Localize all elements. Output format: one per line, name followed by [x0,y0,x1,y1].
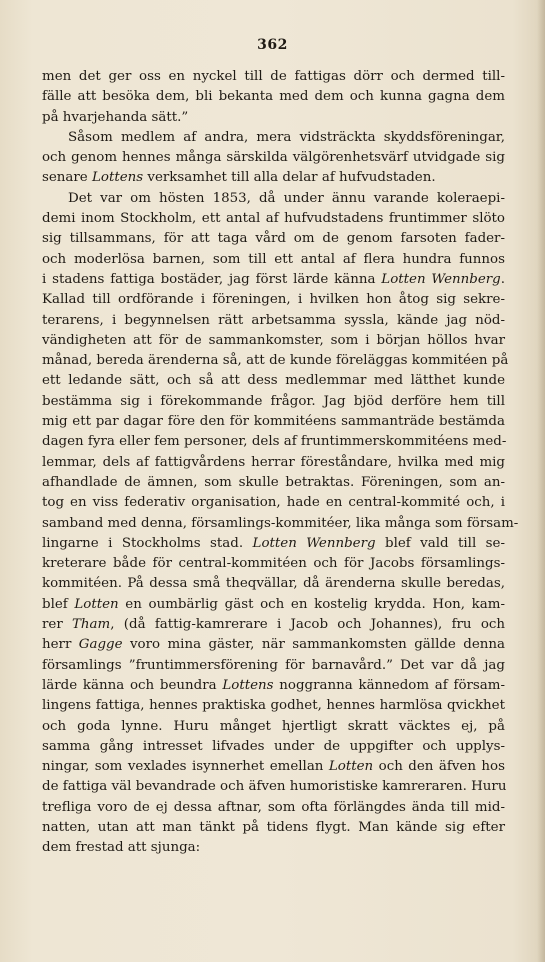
text-line [42,209,505,229]
text-line [42,554,505,574]
text-line [42,392,505,412]
text-segment: afhandlade de ämnen, som skulle betraktas. Föreningen, som an- [42,474,505,490]
text-segment: demi inom Stockholm, ett antal af hufvudstadens fruntimmer slöto [42,211,505,227]
text-segment: på hvarjehanda sätt.” [42,109,189,125]
text-line [42,311,505,331]
text-segment: en oumbärlig gäst och en kostelig krydda. Hon, kam- [118,596,505,612]
text-line [42,757,505,777]
text-segment: . [500,271,505,287]
text-segment: samma gång intresset lifvades under de uppgifter och upplys- [42,738,505,754]
text-segment: blef [42,596,75,612]
text-segment: bestämma sig i förekommande frågor. Jag bjöd derföre hem till [42,393,505,409]
text-segment: ett ledande sätt, och så att dess medlemmar med lätthet kunde [42,373,505,389]
text-line [42,514,519,534]
text-line [42,168,505,188]
text-segment: och goda lynne. Huru månget hjertligt skratt väcktes ej, på [42,718,505,734]
text-line [42,656,505,676]
text-segment: dem frestad att sjunga: [42,840,201,856]
text-segment: de fattiga väl bevandrade och äfven humoristiske kamreraren. Huru [42,779,507,795]
italic-name: Lottens [222,677,274,693]
text-segment: vändigheten att för de sammankomster, som i början höllos hvar [42,332,505,348]
text-line [42,229,505,249]
text-segment: sig tillsammans, för att taga vård om de genom farsoten fader- [42,231,505,247]
text-segment: och moderlösa barnen, som till ett antal af flera hundra funnos [42,251,505,267]
text-line [42,270,505,290]
text-line [42,351,509,371]
text-segment: trefliga voro de ej dessa aftnar, som ofta förlängdes ända till mid- [42,799,505,815]
text-line [42,371,505,391]
text-line [42,595,505,615]
text-segment: tog en viss federativ organisation, hade en central-kommité och, i [42,495,505,511]
text-segment: lemmar, dels af fattigvårdens herrar föreståndare, hvilka med mig [42,454,505,470]
text-line [42,696,505,716]
text-line [42,290,505,310]
text-segment: månad, bereda ärenderna så, att de kunde föreläggas kommitéen på [42,353,509,369]
text-line [42,331,505,351]
text-segment: mig ett par dagar före den för kommitéens sammanträde bestämda [42,414,505,430]
text-line [42,412,505,432]
text-line [42,128,505,148]
text-segment: verksamhet till alla delar af hufvudstaden. [143,170,436,186]
text-segment: , (då fattig-kamrerare i Jacob och Johannes), fru och [110,617,506,633]
italic-name: Lotten [74,596,119,612]
text-segment: lingens fattiga, hennes praktiska godhet, hennes harmlösa qvickhet [42,698,505,714]
italic-name: Gagge [78,637,123,653]
text-line [42,838,505,858]
page-edge-shadow [537,0,545,962]
text-line [42,676,505,696]
text-line [42,432,505,452]
text-line [42,777,505,797]
text-segment: noggranna kännedom af försam- [273,677,505,693]
text-segment: voro mina gäster, när sammankomsten gällde denna [122,637,505,653]
text-line [42,453,505,473]
italic-name: Lotten Wennberg [381,271,501,287]
page-number: 362 [257,37,288,53]
text-line [42,534,505,554]
text-line [42,473,505,493]
text-line [42,189,505,209]
text-line [42,737,505,757]
text-line [42,250,505,270]
text-line [42,635,505,655]
italic-name: Lottens [92,170,144,186]
text-segment: herr [42,637,79,653]
text-line [42,67,505,87]
text-segment: och den äfven hos [373,759,505,775]
italic-name: Tham [72,617,111,633]
text-segment: och genom hennes många särskilda välgörenhetsvärf utvidgade sig [42,150,505,166]
text-line [42,574,505,594]
text-line [42,818,505,838]
text-segment: kommitéen. På dessa små theqvällar, då ärenderna skulle beredas, [42,576,505,592]
text-segment: lärde känna och beundra [42,677,223,693]
text-segment: blef vald till se- [375,535,505,551]
text-segment: lingarne i Stockholms stad. [42,535,253,551]
text-line [42,87,505,107]
text-segment: församlings ”fruntimmersförening för barnavård.” Det var då jag [42,657,505,673]
text-line [42,493,505,513]
italic-name: Lotten Wennberg [252,535,376,551]
text-segment: natten, utan att man tänkt på tidens flygt. Man kände sig efter [42,819,505,835]
text-segment: rer [42,617,72,633]
text-segment: Såsom medlem af andra, mera vidsträckta skyddsföreningar, [68,129,505,145]
text-segment: terarens, i begynnelsen rätt arbetsamma syssla, kände jag nöd- [42,312,505,328]
text-line [42,717,505,737]
text-segment: senare [42,170,92,186]
italic-name: Lotten [328,759,374,775]
text-segment: ningar, som vexlades isynnerhet emellan [42,759,329,775]
text-line [42,615,505,635]
text-segment: samband med denna, församlings-kommitéer, lika många som försam- [42,515,519,531]
text-segment: Det var om hösten 1853, då under ännu varande koleraepi- [68,190,505,206]
text-segment: i stadens fattiga bostäder, jag först lärde känna [42,271,382,287]
text-segment: fälle att besöka dem, bli bekanta med dem och kunna gagna dem [42,89,505,105]
text-segment: men det ger oss en nyckel till de fattigas dörr och dermed till- [42,69,505,84]
text-segment: Kallad till ordförande i föreningen, i hvilken hon åtog sig sekre- [42,292,505,308]
body-text [42,67,519,859]
text-line [42,798,505,818]
text-line [42,108,505,128]
text-line [42,148,505,168]
text-segment: kreterare både för central-kommitéen och för Jacobs församlings- [42,556,505,572]
text-segment: dagen fyra eller fem personer, dels af fruntimmerskommitéens med- [42,434,507,450]
